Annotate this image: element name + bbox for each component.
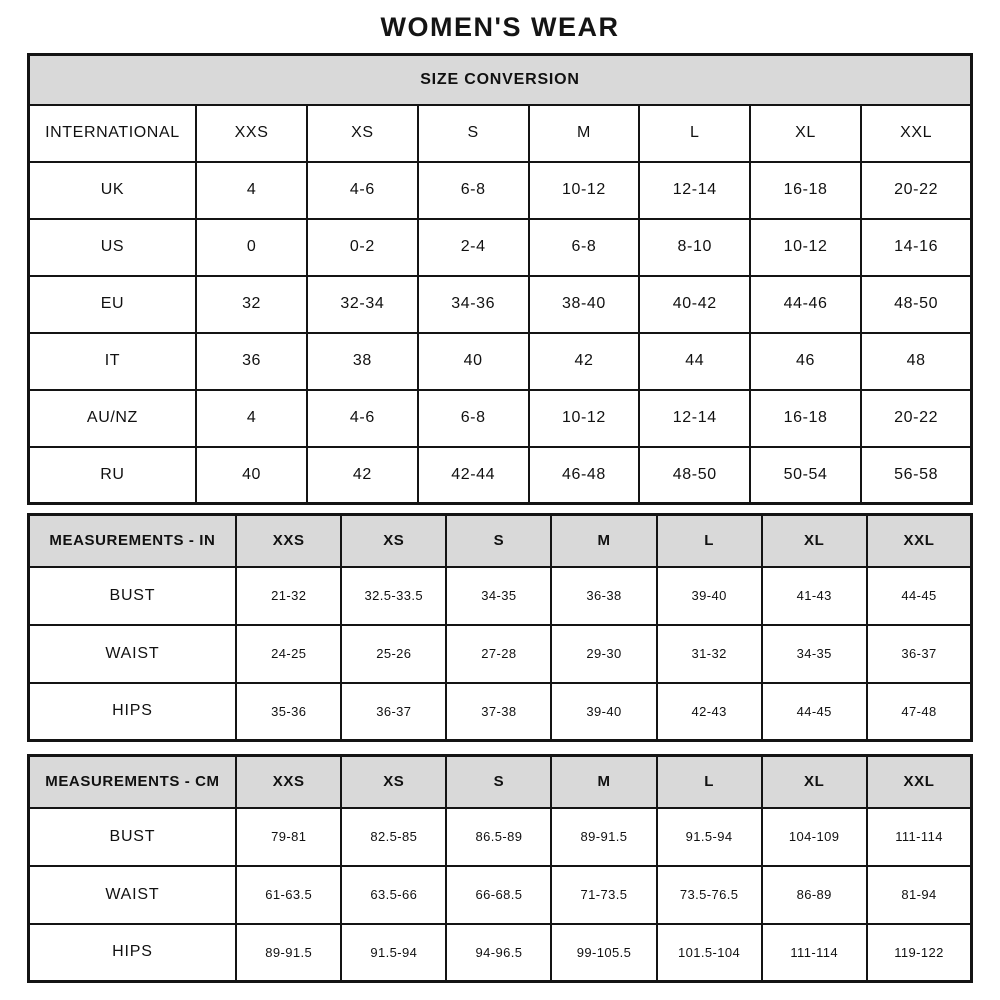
measurement-value-cell: 47-48 (867, 683, 972, 741)
measurement-value-cell: 44-45 (762, 683, 867, 741)
measurement-value-cell: 34-35 (446, 567, 551, 625)
size-value-cell: 40 (418, 333, 529, 390)
table-row-uk (28, 162, 972, 219)
size-header-xxs: XXS (196, 105, 307, 162)
measurement-value-cell: 94-96.5 (446, 924, 551, 982)
size-value-cell: 44-46 (750, 276, 861, 333)
measurements-in-table (27, 513, 974, 742)
header-label-international: INTERNATIONAL (28, 105, 196, 162)
measurement-value-cell: 99-105.5 (551, 924, 656, 982)
measurement-value-cell: 63.5-66 (341, 866, 446, 924)
row-label-hips: HIPS (28, 683, 236, 741)
measurement-value-cell: 37-38 (446, 683, 551, 741)
size-value-cell: 12-14 (639, 390, 750, 447)
size-value-cell: 48-50 (861, 276, 972, 333)
size-value-cell: 2-4 (418, 219, 529, 276)
row-label-waist: WAIST (28, 866, 236, 924)
row-label-hips: HIPS (28, 924, 236, 982)
size-header-xl: XL (750, 105, 861, 162)
size-header-s: S (446, 756, 551, 808)
measurement-value-cell: 86-89 (762, 866, 867, 924)
table-row-waist-in (28, 625, 972, 683)
table-caption-row (28, 55, 972, 105)
size-value-cell: 42-44 (418, 447, 529, 504)
row-label-eu: EU (28, 276, 196, 333)
measurement-value-cell: 27-28 (446, 625, 551, 683)
measurement-value-cell: 25-26 (341, 625, 446, 683)
measurement-value-cell: 66-68.5 (446, 866, 551, 924)
table-row-aunz (28, 390, 972, 447)
size-header-l: L (657, 756, 762, 808)
size-value-cell: 10-12 (750, 219, 861, 276)
size-header-xs: XS (307, 105, 418, 162)
size-header-xxs: XXS (236, 515, 341, 567)
measurement-value-cell: 71-73.5 (551, 866, 656, 924)
size-value-cell: 0-2 (307, 219, 418, 276)
measurement-value-cell: 61-63.5 (236, 866, 341, 924)
measurement-value-cell: 29-30 (551, 625, 656, 683)
size-value-cell: 42 (307, 447, 418, 504)
measurement-value-cell: 89-91.5 (551, 808, 656, 866)
size-header-s: S (446, 515, 551, 567)
measurements-cm-header-row (28, 756, 972, 808)
size-value-cell: 12-14 (639, 162, 750, 219)
size-header-l: L (657, 515, 762, 567)
size-header-l: L (639, 105, 750, 162)
size-header-xxs: XXS (236, 756, 341, 808)
size-header-xxl: XXL (867, 756, 972, 808)
measurement-value-cell: 79-81 (236, 808, 341, 866)
size-value-cell: 20-22 (861, 390, 972, 447)
size-header-m: M (551, 515, 656, 567)
row-label-bust: BUST (28, 808, 236, 866)
measurement-value-cell: 21-32 (236, 567, 341, 625)
measurement-value-cell: 32.5-33.5 (341, 567, 446, 625)
size-value-cell: 4-6 (307, 162, 418, 219)
measurement-value-cell: 31-32 (657, 625, 762, 683)
size-value-cell: 10-12 (529, 390, 640, 447)
size-value-cell: 46 (750, 333, 861, 390)
measurement-value-cell: 91.5-94 (341, 924, 446, 982)
measurement-value-cell: 91.5-94 (657, 808, 762, 866)
size-value-cell: 32 (196, 276, 307, 333)
size-value-cell: 42 (529, 333, 640, 390)
size-value-cell: 38 (307, 333, 418, 390)
row-label-waist: WAIST (28, 625, 236, 683)
table-row-us (28, 219, 972, 276)
measurement-value-cell: 39-40 (657, 567, 762, 625)
table-row-hips-cm (28, 924, 972, 982)
measurements-in-title: MEASUREMENTS - IN (28, 515, 236, 567)
size-value-cell: 40 (196, 447, 307, 504)
measurement-value-cell: 89-91.5 (236, 924, 341, 982)
measurement-value-cell: 41-43 (762, 567, 867, 625)
measurement-value-cell: 82.5-85 (341, 808, 446, 866)
size-header-xl: XL (762, 756, 867, 808)
size-value-cell: 14-16 (861, 219, 972, 276)
row-label-ru: RU (28, 447, 196, 504)
size-value-cell: 48 (861, 333, 972, 390)
row-label-bust: BUST (28, 567, 236, 625)
measurement-value-cell: 73.5-76.5 (657, 866, 762, 924)
measurement-value-cell: 35-36 (236, 683, 341, 741)
size-value-cell: 4-6 (307, 390, 418, 447)
size-value-cell: 10-12 (529, 162, 640, 219)
size-value-cell: 6-8 (418, 390, 529, 447)
measurement-value-cell: 39-40 (551, 683, 656, 741)
table-row-it (28, 333, 972, 390)
measurement-value-cell: 34-35 (762, 625, 867, 683)
size-header-s: S (418, 105, 529, 162)
measurement-value-cell: 86.5-89 (446, 808, 551, 866)
size-value-cell: 50-54 (750, 447, 861, 504)
size-value-cell: 4 (196, 390, 307, 447)
size-header-xxl: XXL (867, 515, 972, 567)
table-row-hips-in (28, 683, 972, 741)
size-value-cell: 56-58 (861, 447, 972, 504)
measurement-value-cell: 81-94 (867, 866, 972, 924)
measurement-value-cell: 104-109 (762, 808, 867, 866)
measurement-value-cell: 36-37 (341, 683, 446, 741)
table-row-bust-in (28, 567, 972, 625)
size-value-cell: 44 (639, 333, 750, 390)
row-label-aunz: AU/NZ (28, 390, 196, 447)
table-row-waist-cm (28, 866, 972, 924)
size-value-cell: 40-42 (639, 276, 750, 333)
measurements-cm-title: MEASUREMENTS - CM (28, 756, 236, 808)
table-row-ru (28, 447, 972, 504)
size-value-cell: 20-22 (861, 162, 972, 219)
size-value-cell: 16-18 (750, 390, 861, 447)
page-title: WOMEN'S WEAR (380, 12, 620, 42)
size-value-cell: 6-8 (529, 219, 640, 276)
row-label-uk: UK (28, 162, 196, 219)
measurement-value-cell: 119-122 (867, 924, 972, 982)
size-value-cell: 8-10 (639, 219, 750, 276)
table-row-eu (28, 276, 972, 333)
row-label-it: IT (28, 333, 196, 390)
size-value-cell: 38-40 (529, 276, 640, 333)
size-value-cell: 32-34 (307, 276, 418, 333)
size-header-xl: XL (762, 515, 867, 567)
size-value-cell: 34-36 (418, 276, 529, 333)
size-value-cell: 16-18 (750, 162, 861, 219)
size-header-xxl: XXL (861, 105, 972, 162)
size-value-cell: 48-50 (639, 447, 750, 504)
measurement-value-cell: 36-38 (551, 567, 656, 625)
size-conversion-table (27, 53, 974, 505)
measurement-value-cell: 24-25 (236, 625, 341, 683)
size-value-cell: 6-8 (418, 162, 529, 219)
size-value-cell: 36 (196, 333, 307, 390)
table-row-bust-cm (28, 808, 972, 866)
size-value-cell: 4 (196, 162, 307, 219)
size-header-row (28, 105, 972, 162)
size-header-m: M (529, 105, 640, 162)
measurement-value-cell: 36-37 (867, 625, 972, 683)
size-value-cell: 0 (196, 219, 307, 276)
measurements-in-header-row (28, 515, 972, 567)
size-header-m: M (551, 756, 656, 808)
size-header-xs: XS (341, 515, 446, 567)
measurement-value-cell: 44-45 (867, 567, 972, 625)
measurement-value-cell: 101.5-104 (657, 924, 762, 982)
size-conversion-title: SIZE CONVERSION (28, 55, 972, 105)
size-value-cell: 46-48 (529, 447, 640, 504)
row-label-us: US (28, 219, 196, 276)
measurement-value-cell: 111-114 (762, 924, 867, 982)
measurements-cm-table (27, 754, 974, 983)
measurement-value-cell: 42-43 (657, 683, 762, 741)
measurement-value-cell: 111-114 (867, 808, 972, 866)
size-header-xs: XS (341, 756, 446, 808)
